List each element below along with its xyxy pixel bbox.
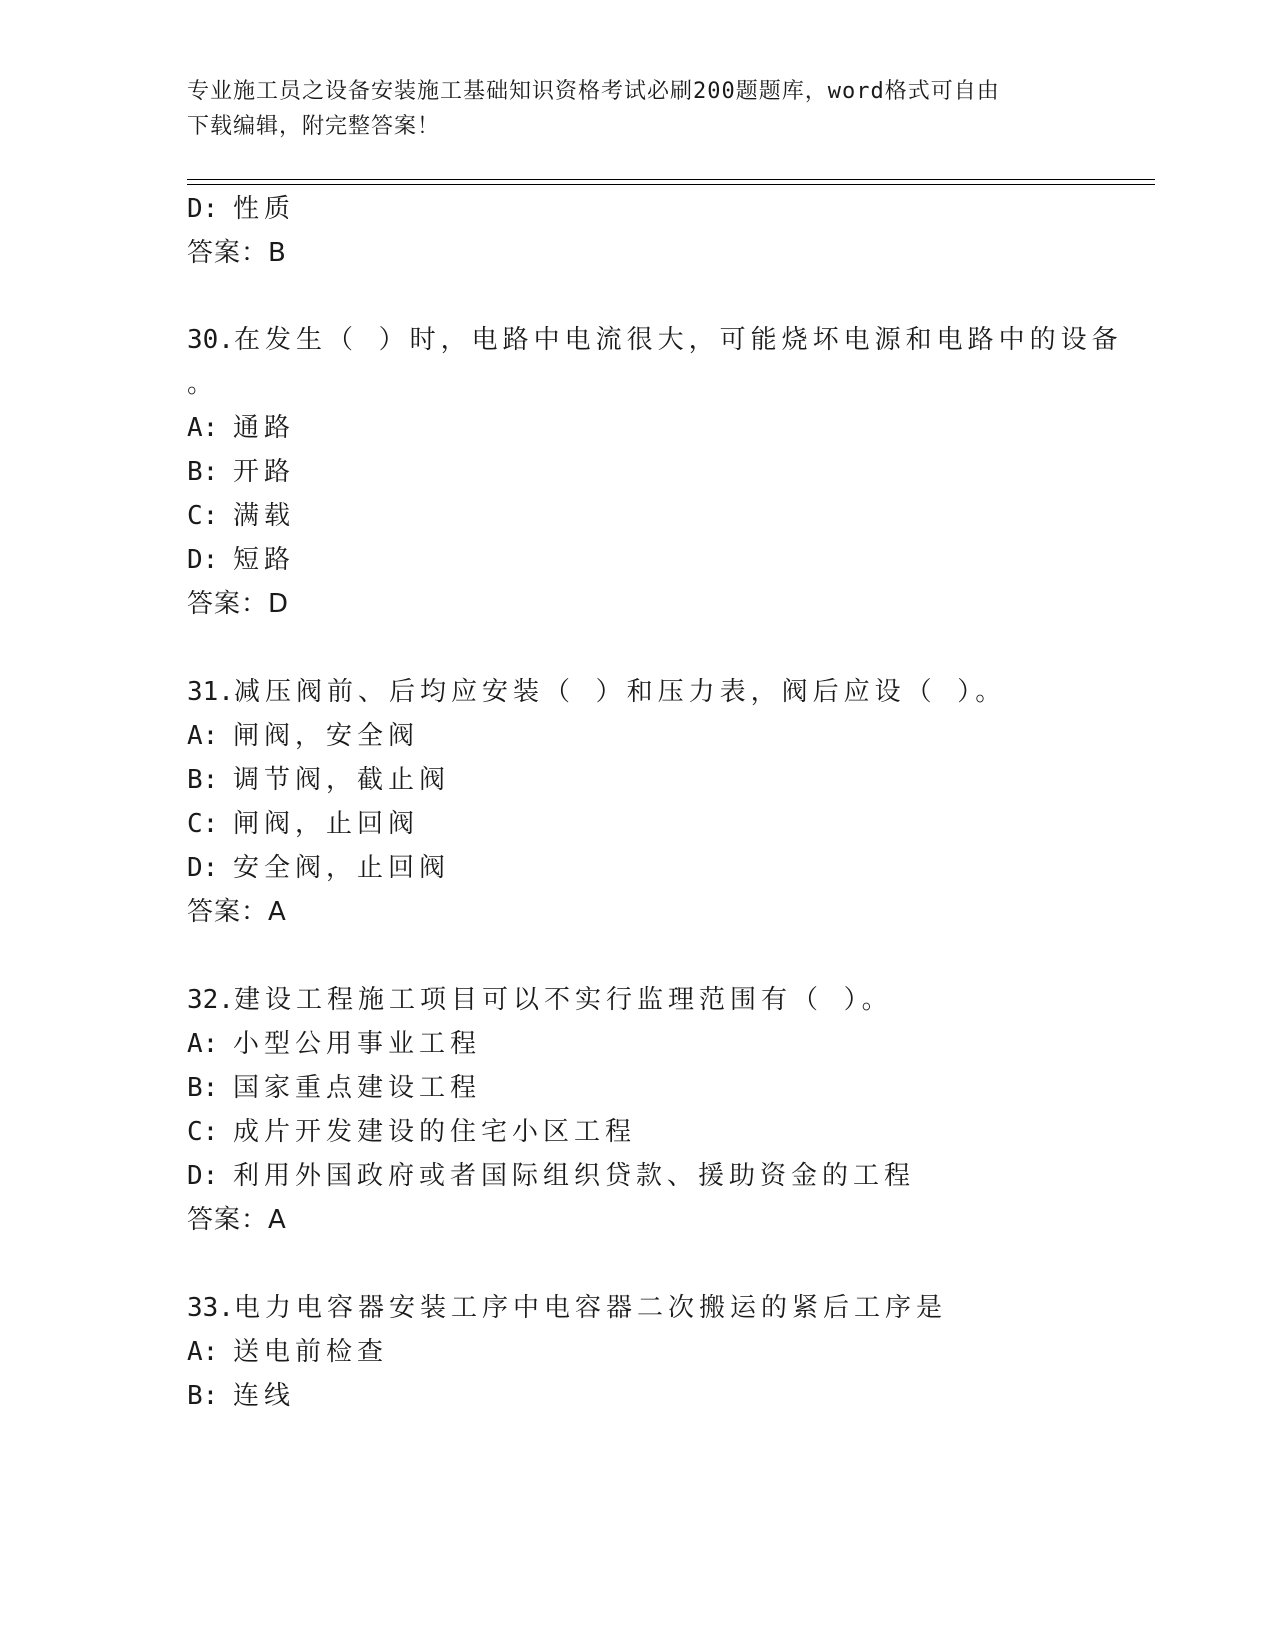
prev-answer: 答案：B	[187, 238, 287, 268]
option-letter: A:	[187, 413, 219, 443]
q31-option-c	[187, 808, 419, 840]
option-letter: A:	[187, 1029, 219, 1059]
q31-option-b	[187, 764, 450, 796]
option-text: 闸阀，止回阀	[233, 809, 420, 839]
option-text: 开路	[233, 457, 296, 487]
q30-option-a	[187, 412, 295, 444]
question-text: 电力电容器安装工序中电容器二次搬运的紧后工序是	[233, 1293, 947, 1323]
question-number: 32.	[187, 985, 234, 1015]
option-text: 送电前检查	[233, 1337, 389, 1367]
option-letter: C:	[187, 501, 219, 531]
option-text: 通路	[233, 413, 296, 443]
option-text: 短路	[233, 545, 296, 575]
question-text: 减压阀前、后均应安装（ ）和压力表，阀后应设（ ）。	[233, 677, 1007, 707]
option-letter: B:	[187, 1381, 219, 1411]
q33-option-b	[187, 1380, 295, 1412]
document-header	[187, 74, 1087, 144]
option-text: 利用外国政府或者国际组织贷款、援助资金的工程	[233, 1161, 916, 1191]
option-letter: D:	[187, 1161, 219, 1191]
prev-option-d	[187, 193, 295, 225]
option-text: 连线	[233, 1381, 296, 1411]
option-text: 成片开发建设的住宅小区工程	[233, 1117, 637, 1147]
option-letter: B:	[187, 765, 219, 795]
question-number: 30.	[187, 325, 234, 355]
option-text: 小型公用事业工程	[233, 1029, 482, 1059]
q31-option-d	[187, 852, 450, 884]
question-30	[187, 324, 1123, 356]
q30-option-d	[187, 544, 295, 576]
q32-option-b	[187, 1072, 481, 1104]
q30-answer: 答案：D	[187, 589, 290, 619]
option-text: 满载	[233, 501, 296, 531]
option-letter: C:	[187, 1117, 219, 1147]
option-letter: D:	[187, 853, 219, 883]
q32-option-a	[187, 1028, 481, 1060]
q32-answer: 答案：A	[187, 1205, 287, 1235]
option-text: 调节阀，截止阀	[233, 765, 451, 795]
q33-option-a	[187, 1336, 388, 1368]
q31-option-a	[187, 720, 419, 752]
option-text: 国家重点建设工程	[233, 1073, 482, 1103]
option-letter: C:	[187, 809, 219, 839]
question-text: 建设工程施工项目可以不实行监理范围有（ ）。	[233, 985, 893, 1015]
option-text: 安全阀，止回阀	[233, 853, 451, 883]
option-text: 闸阀，安全阀	[233, 721, 420, 751]
question-33	[187, 1292, 947, 1324]
option-letter: A:	[187, 1337, 219, 1367]
question-number: 33.	[187, 1293, 234, 1323]
question-31	[187, 676, 1006, 708]
q30-option-c	[187, 500, 295, 532]
option-text: 性质	[233, 194, 296, 224]
option-letter: B:	[187, 457, 219, 487]
header-line-2: 下载编辑，附完整答案！	[187, 114, 441, 139]
q30-option-b	[187, 456, 295, 488]
question-text: 在发生（ ）时，电路中电流很大，可能烧坏电源和电路中的设备	[233, 325, 1123, 355]
question-number: 31.	[187, 677, 234, 707]
header-divider-top	[187, 179, 1155, 180]
question-30-continuation: 。	[187, 369, 219, 399]
option-letter: D:	[187, 545, 219, 575]
option-letter: A:	[187, 721, 219, 751]
q32-option-c	[187, 1116, 636, 1148]
header-divider-bottom	[187, 184, 1155, 185]
question-32	[187, 984, 893, 1016]
q31-answer: 答案：A	[187, 897, 287, 927]
option-letter: D:	[187, 194, 219, 224]
q32-option-d	[187, 1160, 915, 1192]
header-line-1: 专业施工员之设备安装施工基础知识资格考试必刷200题题库，word格式可自由	[187, 79, 1000, 104]
option-letter: B:	[187, 1073, 219, 1103]
